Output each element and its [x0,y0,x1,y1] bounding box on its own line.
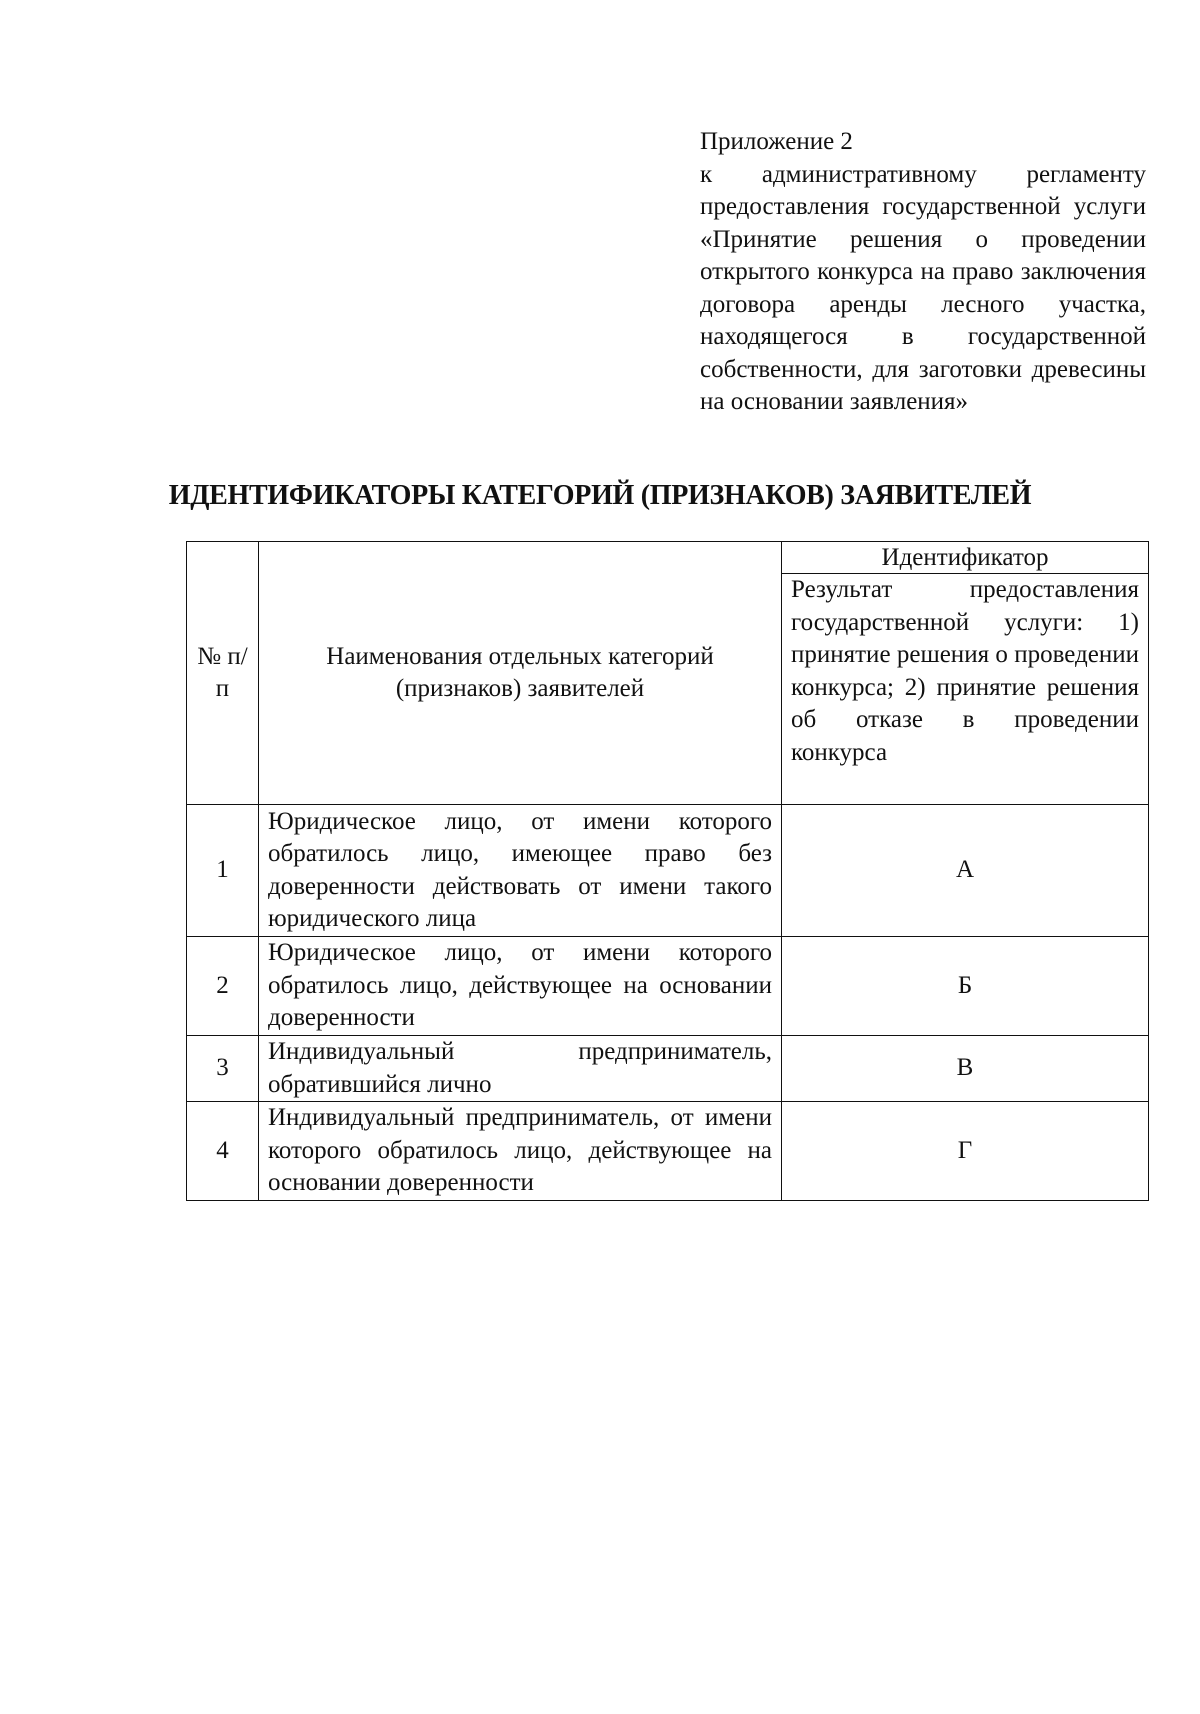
table-row [187,1102,1149,1201]
row-number: 4 [187,1102,259,1201]
header-number: № п/п [187,542,259,805]
row-name: Индивидуальный предприниматель, обратившийся лично [259,1036,782,1102]
document-title: ИДЕНТИФИКАТОРЫ КАТЕГОРИЙ (ПРИЗНАКОВ) ЗАЯВИТЕЛЕЙ [168,480,1032,511]
row-number: 1 [187,805,259,937]
identifiers-table [186,541,1149,1201]
header-name: Наименования отдельных категорий (признаков) заявителей [259,542,782,805]
table-row [187,937,1149,1036]
row-name: Юридическое лицо, от имени которого обратилось лицо, действующее на основании доверенности [259,937,782,1036]
table-header-row [187,542,1149,805]
appendix-block [700,126,1146,419]
row-name: Индивидуальный предприниматель, от имени которого обратилось лицо, действующее на основании доверенности [259,1102,782,1201]
row-number: 3 [187,1036,259,1102]
appendix-text: к административному регламенту предоставления государственной услуги «Принятие решения о проведении открытого конкурса на право заключения договора аренды лесного участка, находящегося в государственной собственности, для заготовки древесины на основании заявления» [700,160,1146,415]
row-number: 2 [187,937,259,1036]
row-name: Юридическое лицо, от имени которого обратилось лицо, имеющее право без доверенности действовать от имени такого юридического лица [259,805,782,937]
table-row [187,1036,1149,1102]
row-id: Г [782,1102,1149,1201]
row-id: Б [782,937,1149,1036]
header-result: Результат предоставления государственной услуги: 1) принятие решения о проведении конкурса; 2) принятие решения об отказе в проведении конкурса [791,576,1139,766]
header-identifier-cell [782,542,1149,805]
table-row [187,805,1149,937]
row-id: В [782,1036,1149,1102]
header-identifier: Идентификатор [782,542,1148,574]
row-id: А [782,805,1149,937]
appendix-label: Приложение 2 [700,128,853,155]
